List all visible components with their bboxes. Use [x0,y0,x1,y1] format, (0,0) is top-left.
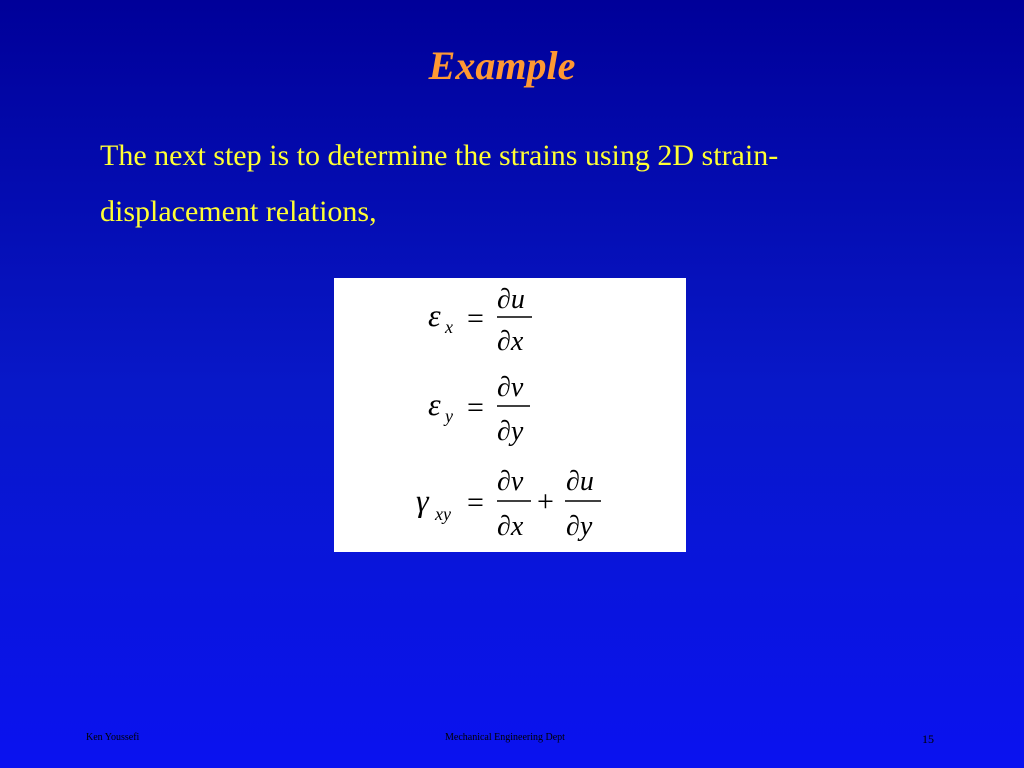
subscript-x: x [445,317,453,337]
gamma-symbol: γ [416,482,429,518]
page-number: 15 [922,732,934,746]
body-line-2: displacement relations, [100,195,377,228]
equation-strain-y [428,372,530,447]
numerator-dv: ∂v [497,372,524,403]
plus-sign: + [537,485,554,518]
slide-title: Example [428,43,576,88]
equations-svg [334,278,686,552]
equals-sign: = [467,391,484,424]
subscript-xy: xy [435,504,451,524]
denominator-dy: ∂y [497,416,524,447]
footer-department: Mechanical Engineering Dept [445,732,565,743]
body-line-1: The next step is to determine the strains using 2D strain- [100,139,779,172]
numerator-du: ∂u [566,466,594,497]
epsilon-symbol: ε [428,386,441,422]
footer-author: Ken Youssefi [86,732,140,743]
equals-sign: = [467,302,484,335]
epsilon-symbol: ε [428,297,441,333]
denominator-dx: ∂x [497,326,524,357]
equals-sign: = [467,486,484,519]
denominator-dx: ∂x [497,511,524,542]
equation-shear-strain [416,466,601,542]
denominator-dy: ∂y [566,511,593,542]
equation-box [334,278,686,552]
subscript-y: y [445,406,453,426]
equation-strain-x [428,284,532,357]
numerator-du: ∂u [497,284,525,315]
slide-body-text [100,128,900,240]
numerator-dv: ∂v [497,466,524,497]
